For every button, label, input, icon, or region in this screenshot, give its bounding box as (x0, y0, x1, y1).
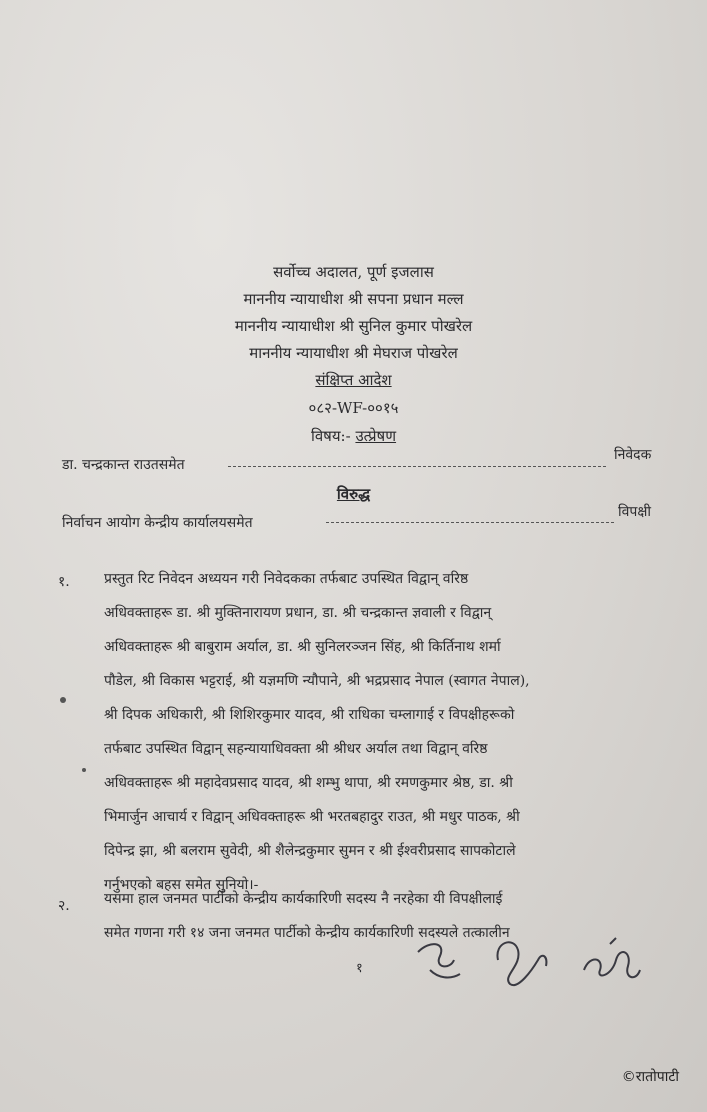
paragraph-1-line: पौडेल, श्री विकास भट्टराई, श्री यज्ञमणि न्यौपाने, श्री भद्रप्रसाद नेपाल (स्वागत नेपाल), (104, 673, 530, 689)
paragraph-2-line: समेत गणना गरी १४ जना जनमत पार्टीको केन्द्रीय कार्यकारिणी सदस्यले तत्कालीन (104, 925, 510, 941)
paragraph-1-line: अधिवक्ताहरू श्री बाबुराम अर्याल, डा. श्री सुनिलरञ्जन सिंह, श्री किर्तिनाथ शर्मा (104, 639, 501, 655)
paragraph-1-line: श्री दिपक अधिकारी, श्री शिशिरकुमार यादव, श्री राधिका चम्लागाई र विपक्षीहरूको (104, 707, 515, 723)
paragraph-1-line: भिमार्जुन आचार्य र विद्वान् अधिवक्ताहरू श्री भरतबहादुर राउत, श्री मधुर पाठक, श्री (104, 809, 520, 825)
judge-signature-2 (488, 930, 558, 992)
court-title: सर्वोच्च अदालत, पूर्ण इजलास (273, 263, 434, 281)
subject-line (0, 426, 707, 446)
watermark-text: ©रातोपाटी (621, 1069, 679, 1085)
judge-signature-1 (410, 930, 470, 990)
petitioner-role: निवेदक (614, 447, 652, 463)
order-type: संक्षिप्त आदेश (315, 371, 392, 389)
paragraph-1-line: तर्फबाट उपस्थित विद्वान् सहन्यायाधिवक्ता श्री श्रीधर अर्याल तथा विद्वान् वरिष्ठ (104, 741, 488, 757)
paragraph-1-line: अधिवक्ताहरू डा. श्री मुक्तिनारायण प्रधान, डा. श्री चन्द्रकान्त ज्ञवाली र विद्वान् (104, 605, 492, 621)
judge-line-1: माननीय न्यायाधीश श्री सपना प्रधान मल्ल (243, 290, 464, 308)
paragraph-2-line: यसमा हाल जनमत पार्टीको केन्द्रीय कार्यकारिणी सदस्य नै नरहेका यी विपक्षीलाई (104, 891, 503, 907)
petitioner-dash (228, 466, 606, 467)
paragraph-2-number: २. (58, 898, 70, 914)
paragraph-1-line: प्रस्तुत रिट निवेदन अध्ययन गरी निवेदकका तर्फबाट उपस्थित विद्वान् वरिष्ठ (104, 571, 469, 587)
page-number: १ (356, 961, 363, 976)
respondent-role: विपक्षी (618, 504, 652, 520)
respondent-dash (326, 522, 614, 523)
judge-line-2: माननीय न्यायाधीश श्री सुनिल कुमार पोखरेल (234, 317, 473, 335)
paragraph-1 (104, 562, 664, 902)
judge-line-3: माननीय न्यायाधीश श्री मेघराज पोखरेल (249, 344, 458, 362)
paragraph-1-number: १. (58, 574, 70, 590)
respondent-name: निर्वाचन आयोग केन्द्रीय कार्यालयसमेत (62, 515, 253, 531)
punch-hole-mark (60, 697, 66, 703)
subject-label: विषय:- (310, 427, 351, 445)
petitioner-name: डा. चन्द्रकान्त राउतसमेत (62, 457, 185, 473)
judge-signature-3 (576, 930, 646, 992)
subject-value: उत्प्रेषण (355, 427, 397, 445)
paragraph-1-line: गर्नुभएको बहस समेत सुनियो।- (104, 877, 259, 893)
punch-hole-mark (82, 768, 86, 772)
paragraph-1-line: दिपेन्द्र झा, श्री बलराम सुवेदी, श्री शैलेन्द्रकुमार सुमन र श्री ईश्वरीप्रसाद सापकोटाले (104, 843, 516, 859)
case-number: ०८२-WF-००१५ (308, 399, 399, 417)
versus-heading: विरुद्ध (336, 485, 371, 503)
paragraph-1-line: अधिवक्ताहरू श्री महादेवप्रसाद यादव, श्री शम्भु थापा, श्री रमणकुमार श्रेष्ठ, डा. श्री (104, 775, 513, 791)
